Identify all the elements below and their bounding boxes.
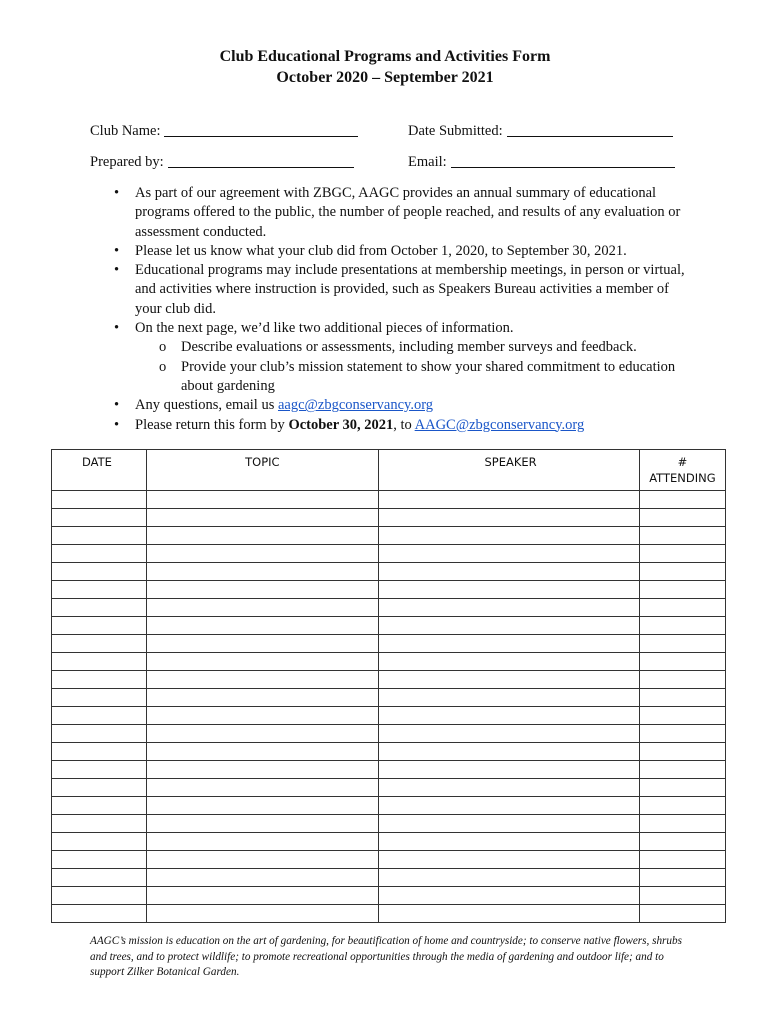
table-row [52, 905, 726, 923]
sub-bullet-item [90, 358, 690, 397]
programs-table [51, 449, 726, 923]
speaker-cell[interactable] [379, 815, 639, 833]
topic-cell[interactable] [147, 491, 379, 509]
topic-cell[interactable] [147, 509, 379, 527]
topic-cell[interactable] [147, 833, 379, 851]
topic-cell[interactable] [147, 599, 379, 617]
speaker-cell[interactable] [379, 599, 639, 617]
bullet-item [90, 396, 690, 415]
form-title: Club Educational Programs and Activities Form [219, 48, 551, 65]
date-cell[interactable] [52, 797, 147, 815]
date-cell[interactable] [52, 851, 147, 869]
speaker-cell[interactable] [379, 509, 639, 527]
speaker-cell[interactable] [379, 581, 639, 599]
date-cell[interactable] [52, 725, 147, 743]
bullet-text: Please return this form by [135, 416, 289, 433]
attending-cell[interactable] [639, 905, 725, 923]
attending-cell[interactable] [639, 653, 725, 671]
date-cell[interactable] [52, 671, 147, 689]
table-row [52, 743, 726, 761]
speaker-cell[interactable] [379, 635, 639, 653]
table-row [52, 545, 726, 563]
date-cell[interactable] [52, 833, 147, 851]
date-cell[interactable] [52, 887, 147, 905]
speaker-cell[interactable] [379, 797, 639, 815]
table-row [52, 527, 726, 545]
date-cell[interactable] [52, 635, 147, 653]
table-row [52, 581, 726, 599]
table-row [52, 689, 726, 707]
date-cell[interactable] [52, 761, 147, 779]
attending-cell[interactable] [639, 797, 725, 815]
bullet-dot: • [114, 242, 120, 259]
topic-cell[interactable] [147, 563, 379, 581]
speaker-cell[interactable] [379, 851, 639, 869]
speaker-cell[interactable] [379, 779, 639, 797]
bullet-text: As part of our agreement with ZBGC, AAGC provides an annual summary of educational programs offered to the public, the number of people reached, and results of any evaluation or assessment conducted. [135, 185, 681, 240]
date-cell[interactable] [52, 617, 147, 635]
topic-cell[interactable] [147, 725, 379, 743]
table-row [52, 509, 726, 527]
table-row [52, 797, 726, 815]
attending-cell[interactable] [639, 851, 725, 869]
table-row [52, 617, 726, 635]
attending-cell[interactable] [639, 869, 725, 887]
attending-cell[interactable] [639, 779, 725, 797]
topic-column-header: TOPIC [147, 450, 379, 491]
return-email-link[interactable]: AAGC@zbgconservancy.org [414, 416, 585, 433]
speaker-cell[interactable] [379, 833, 639, 851]
table-row [52, 869, 726, 887]
sub-bullet-item [90, 338, 690, 357]
sub-bullet-text: Describe evaluations or assessments, including member surveys and feedback. [181, 339, 637, 356]
table-header-row [52, 450, 726, 491]
speaker-cell[interactable] [379, 707, 639, 725]
table-row [52, 833, 726, 851]
speaker-cell[interactable] [379, 563, 639, 581]
bullet-dot: • [114, 397, 120, 414]
attending-cell[interactable] [639, 815, 725, 833]
speaker-cell[interactable] [379, 761, 639, 779]
speaker-cell[interactable] [379, 653, 639, 671]
attending-cell[interactable] [639, 599, 725, 617]
topic-cell[interactable] [147, 527, 379, 545]
topic-cell[interactable] [147, 545, 379, 563]
bullet-text: Please let us know what your club did from October 1, 2020, to September 30, 2021. [135, 242, 627, 259]
bullet-dot: • [114, 416, 120, 433]
bullet-item [90, 184, 690, 242]
bullet-dot: • [114, 262, 120, 279]
bullet-item [90, 319, 690, 338]
table-body [52, 491, 726, 923]
date-cell[interactable] [52, 689, 147, 707]
topic-cell[interactable] [147, 743, 379, 761]
attending-cell[interactable] [639, 509, 725, 527]
attending-cell[interactable] [639, 743, 725, 761]
date-cell[interactable] [52, 815, 147, 833]
bullet-item [90, 242, 690, 261]
topic-cell[interactable] [147, 887, 379, 905]
attending-cell[interactable] [639, 635, 725, 653]
table-row [52, 779, 726, 797]
speaker-column-header: SPEAKER [379, 450, 639, 491]
date-cell[interactable] [52, 563, 147, 581]
date-cell[interactable] [52, 491, 147, 509]
topic-cell[interactable] [147, 761, 379, 779]
date-cell[interactable] [52, 653, 147, 671]
email-field[interactable] [408, 153, 675, 171]
bullet-item [90, 416, 690, 435]
topic-cell[interactable] [147, 905, 379, 923]
sub-bullet-marker: o [159, 358, 167, 375]
speaker-cell[interactable] [379, 617, 639, 635]
email-line[interactable] [451, 153, 675, 168]
topic-cell[interactable] [147, 797, 379, 815]
speaker-cell[interactable] [379, 869, 639, 887]
attending-cell[interactable] [639, 491, 725, 509]
date-cell[interactable] [52, 599, 147, 617]
club-name-label: Club Name: [90, 123, 161, 139]
table-row [52, 851, 726, 869]
bullet-text: , to [393, 416, 415, 433]
attending-cell[interactable] [639, 581, 725, 599]
prepared-by-label: Prepared by: [90, 154, 164, 170]
attending-cell[interactable] [639, 563, 725, 581]
table-row [52, 563, 726, 581]
speaker-cell[interactable] [379, 671, 639, 689]
prepared-by-line[interactable] [168, 153, 354, 168]
bullet-text: Educational programs may include presentations at membership meetings, in person or virtual, and activities where instruction is provided, such as Speakers Bureau activities a member of your club did. [135, 262, 685, 317]
speaker-cell[interactable] [379, 887, 639, 905]
email-label: Email: [408, 154, 447, 170]
table-row [52, 491, 726, 509]
club-name-field[interactable] [90, 122, 358, 140]
date-cell[interactable] [52, 905, 147, 923]
table-row [52, 653, 726, 671]
due-date: October 30, 2021 [288, 416, 394, 433]
speaker-cell[interactable] [379, 743, 639, 761]
topic-cell[interactable] [147, 869, 379, 887]
table-row [52, 599, 726, 617]
date-cell[interactable] [52, 779, 147, 797]
topic-cell[interactable] [147, 671, 379, 689]
prepared-by-field[interactable] [90, 153, 354, 171]
table-row [52, 887, 726, 905]
table-row [52, 671, 726, 689]
bullet-text: On the next page, we’d like two additional pieces of information. [135, 320, 514, 337]
attending-cell[interactable] [639, 833, 725, 851]
club-name-line[interactable] [164, 122, 358, 137]
date-cell[interactable] [52, 869, 147, 887]
speaker-cell[interactable] [379, 545, 639, 563]
topic-cell[interactable] [147, 815, 379, 833]
form-period: October 2020 – September 2021 [276, 69, 494, 86]
table-row [52, 707, 726, 725]
date-column-header: DATE [52, 450, 147, 491]
date-cell[interactable] [52, 545, 147, 563]
attending-cell[interactable] [639, 671, 725, 689]
date-cell[interactable] [52, 707, 147, 725]
table-row [52, 761, 726, 779]
mission-statement: AAGC’s mission is education on the art of gardening, for beautification of home and countryside; to conserve native flowers, shrubs and trees, and to protect wildlife; to promote recreational opportunities through the media of gardening and outdoor life; and to support Zilker Botanical Garden. [90, 935, 682, 978]
date-cell[interactable] [52, 581, 147, 599]
bullet-text: Any questions, email us [135, 397, 278, 414]
date-cell[interactable] [52, 527, 147, 545]
date-cell[interactable] [52, 509, 147, 527]
bullet-dot: • [114, 185, 120, 201]
attending-cell[interactable] [639, 887, 725, 905]
instructions-list [90, 184, 690, 435]
speaker-cell[interactable] [379, 905, 639, 923]
attending-cell[interactable] [639, 527, 725, 545]
topic-cell[interactable] [147, 635, 379, 653]
bullet-item [90, 261, 690, 319]
attending-cell[interactable] [639, 761, 725, 779]
attending-cell[interactable] [639, 545, 725, 563]
sub-bullet-marker: o [159, 339, 167, 356]
topic-cell[interactable] [147, 707, 379, 725]
speaker-cell[interactable] [379, 689, 639, 707]
speaker-cell[interactable] [379, 491, 639, 509]
speaker-cell[interactable] [379, 527, 639, 545]
topic-cell[interactable] [147, 689, 379, 707]
attending-cell[interactable] [639, 707, 725, 725]
topic-cell[interactable] [147, 779, 379, 797]
contact-email-link[interactable]: aagc@zbgconservancy.org [277, 397, 434, 414]
date-submitted-line[interactable] [507, 122, 673, 137]
topic-cell[interactable] [147, 851, 379, 869]
topic-cell[interactable] [147, 653, 379, 671]
attending-column-header: # ATTENDING [639, 450, 725, 491]
date-cell[interactable] [52, 743, 147, 761]
date-submitted-label: Date Submitted: [408, 123, 503, 139]
attending-cell[interactable] [639, 725, 725, 743]
table-row [52, 815, 726, 833]
speaker-cell[interactable] [379, 725, 639, 743]
attending-cell[interactable] [639, 617, 725, 635]
date-submitted-field[interactable] [408, 122, 673, 140]
sub-bullet-text: Provide your club’s mission statement to show your shared commitment to education about gardening [181, 358, 676, 394]
topic-cell[interactable] [147, 581, 379, 599]
table-row [52, 635, 726, 653]
table-row [52, 725, 726, 743]
attending-cell[interactable] [639, 689, 725, 707]
bullet-dot: • [114, 320, 120, 337]
topic-cell[interactable] [147, 617, 379, 635]
